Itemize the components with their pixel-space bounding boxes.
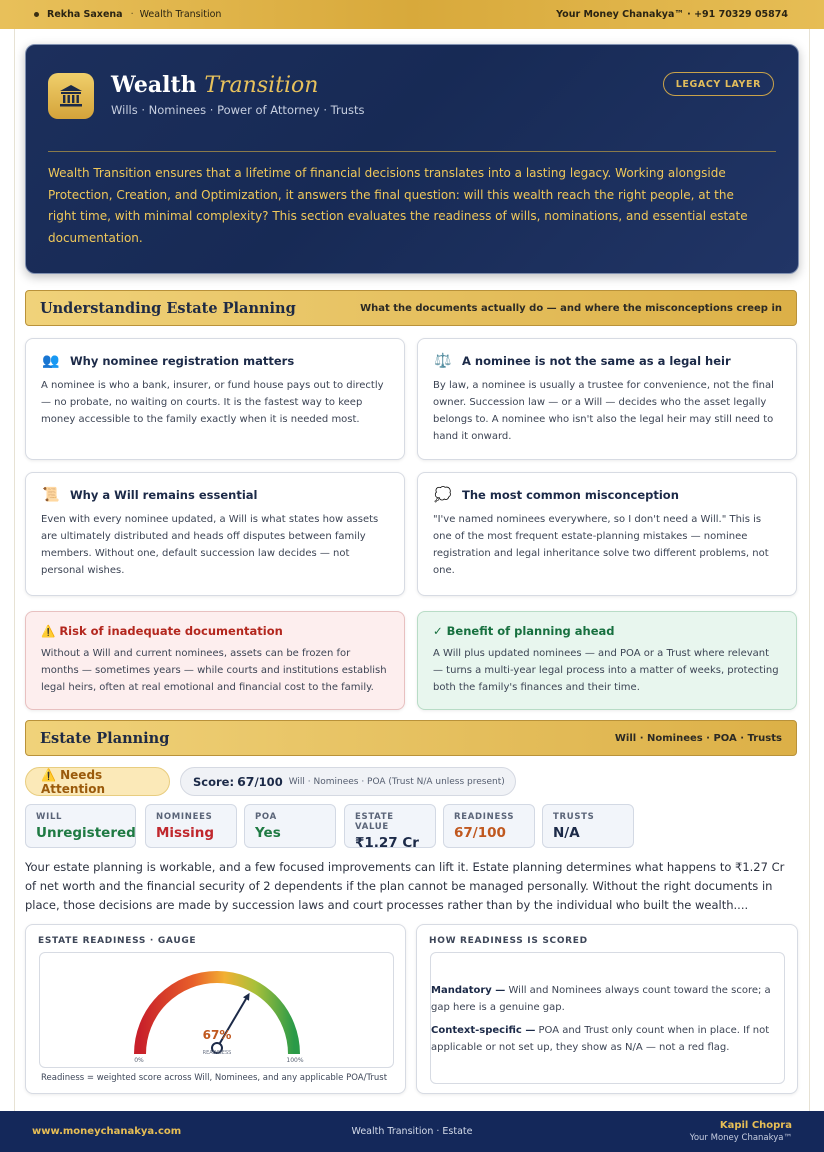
info-card-nominee-registration [25, 338, 405, 460]
card-title: A nominee is not the same as a legal heir [462, 354, 731, 368]
stat-poa [244, 804, 336, 848]
stat-trusts [542, 804, 634, 848]
scroll-icon: 📜 [42, 487, 60, 503]
card-body: By law, a nominee is usually a trustee for convenience, not the final owner. Succession law — or a Will — decides who the asset legally belongs to. A nominee who isn't also the legal heir may still need to hand it onward. [433, 380, 774, 442]
gauge-center-label: READINESS [202, 1050, 232, 1056]
hero-banner [25, 44, 799, 274]
stat-value: ₹1.27 Cr [355, 835, 419, 851]
stat-value: 67/100 [454, 825, 506, 841]
hero-title [111, 72, 318, 98]
stat-label: NOMINEES [156, 812, 213, 822]
section-title: Understanding Estate Planning [40, 299, 296, 317]
client-name: Rekha Saxena [47, 9, 123, 20]
footer-author [690, 1120, 792, 1143]
stat-readiness [443, 804, 535, 848]
estate-section-header [25, 720, 797, 756]
card-title: The most common misconception [462, 488, 679, 502]
top-bar-left [34, 9, 221, 20]
gauge-container [39, 952, 394, 1068]
context-label: Context-specific — [431, 1025, 536, 1036]
card-body: Even with every nominee updated, a Will is what states how assets are ultimately distributed and heads off disputes between family members. Without one, default succession law decides — not personal wishes. [41, 514, 379, 576]
score-max: /100 [254, 774, 283, 789]
footer-center-text: Wealth Transition · Estate [351, 1126, 473, 1137]
gauge-footnote: Readiness = weighted score across Will, Nominees, and any applicable POA/Trust [41, 1073, 388, 1083]
stat-value: N/A [553, 825, 580, 841]
footer-website-link[interactable]: www.moneychanakya.com [32, 1126, 182, 1137]
card-body: "I've named nominees everywhere, so I don't need a Will." This is one of the most frequent estate-planning mistakes — nominee registration and legal inheritance solve two different problems, not one. [433, 514, 769, 576]
section-name: Wealth Transition [139, 9, 222, 20]
top-bar [0, 0, 824, 29]
stat-nominees [145, 804, 237, 848]
separator: · [130, 9, 134, 20]
score-label: Score: [193, 774, 235, 789]
mandatory-label: Mandatory — [431, 985, 506, 996]
stat-label: ESTATE VALUE [355, 812, 394, 832]
stat-will [25, 804, 136, 848]
benefit-title: ✓ Benefit of planning ahead [433, 624, 615, 638]
hero-subtitle: Wills · Nominees · Power of Attorney · Trusts [111, 103, 365, 117]
stat-value: Missing [156, 825, 215, 841]
scoring-explanation [430, 952, 785, 1084]
stat-label: TRUSTS [553, 812, 595, 822]
section-subtitle: What the documents actually do — and where the misconceptions creep in [360, 302, 782, 314]
section-subtitle: Will · Nominees · POA · Trusts [614, 732, 782, 744]
section-title: Estate Planning [40, 729, 170, 747]
benefit-card [417, 611, 797, 710]
card-title: Why nominee registration matters [70, 354, 295, 368]
hero-title-accent: Transition [204, 73, 319, 98]
thought-bubble-icon: 💭 [434, 487, 452, 503]
gauge-panel [25, 924, 406, 1094]
mandatory-rule [431, 982, 784, 1016]
scoring-panel [416, 924, 798, 1094]
score-pill [180, 767, 516, 796]
gauge-panel-title: ESTATE READINESS · GAUGE [38, 936, 197, 946]
gauge-value-label: 67% [202, 1028, 232, 1042]
risk-title: ⚠️ Risk of inadequate documentation [41, 624, 283, 638]
stat-label: WILL [36, 812, 63, 822]
footer [0, 1111, 824, 1152]
risk-body: Without a Will and current nominees, assets can be frozen for months — sometimes years — while courts and institutions establish legal heirs, often at real emotional and financial cost to the family. [41, 648, 387, 693]
bank-icon [48, 73, 94, 119]
stat-value: Yes [255, 825, 281, 841]
info-card-misconception [417, 472, 797, 596]
card-body: A nominee is who a bank, insurer, or fund house pays out to directly — no probate, no waiting on courts. It is the fastest way to keep money accessible to the family exactly when it is needed most. [41, 380, 384, 425]
mandatory-text: Will and Nominees always count toward the score; a gap here is a genuine gap. [431, 985, 771, 1013]
understanding-section-header [25, 290, 797, 326]
people-icon: 👥 [42, 353, 60, 369]
risk-card [25, 611, 405, 710]
brand-name: Your Money Chanakya™ [689, 1133, 792, 1143]
gauge-max-label: 100% [286, 1057, 304, 1064]
bullet-dot [34, 12, 39, 17]
stat-value: Unregistered [36, 825, 136, 841]
gauge-min-label: 0% [134, 1057, 144, 1064]
benefit-body: A Will plus updated nominees — and POA or a Trust where relevant — turns a multi-year legal process into a matter of weeks, protecting both the family's finances and their time. [433, 648, 779, 693]
context-rule [431, 1022, 784, 1056]
author-name: Kapil Chopra [719, 1120, 792, 1131]
info-card-nominee-vs-heir [417, 338, 797, 460]
score-note: Will · Nominees · POA (Trust N/A unless present) [288, 776, 505, 787]
readiness-gauge [40, 953, 395, 1069]
stat-label: POA [255, 812, 277, 822]
score-value: 67 [237, 774, 255, 789]
scoring-panel-title: HOW READINESS IS SCORED [429, 936, 588, 946]
hero-divider [48, 151, 776, 152]
scales-icon: ⚖️ [434, 353, 452, 369]
hero-description: Wealth Transition ensures that a lifetime of financial decisions translates into a lasting legacy. Working alongside Protection, Creation, and Optimization, it answers the final question: will this wealth reach the right people, at the right time, with minimal complexity? This section evaluates the readiness of wills, nominations, and essential estate documentation. [48, 166, 748, 245]
legacy-badge: LEGACY LAYER [663, 72, 774, 96]
stat-label: READINESS [454, 812, 515, 822]
info-card-will-essential [25, 472, 405, 596]
stat-estate-value [344, 804, 436, 851]
context-text: POA and Trust only count when in place. If not applicable or not set up, they show as N/A — not a red flag. [431, 1025, 770, 1053]
hero-title-main: Wealth [111, 72, 197, 98]
needs-attention-badge: ⚠️ Needs Attention [25, 767, 170, 796]
card-title: Why a Will remains essential [70, 488, 258, 502]
contact-info: Your Money Chanakya™ · +91 70329 05874 [556, 9, 788, 20]
estate-summary: Your estate planning is workable, and a few focused improvements can lift it. Estate planning determines what happens to ₹1.27 Cr of net worth and the financial security of 2 dependents if the plan cannot be managed personally. Without the right documents in place, those decisions are made by succession laws and court processes rather than by the individual who built the wealth.... [25, 860, 785, 912]
